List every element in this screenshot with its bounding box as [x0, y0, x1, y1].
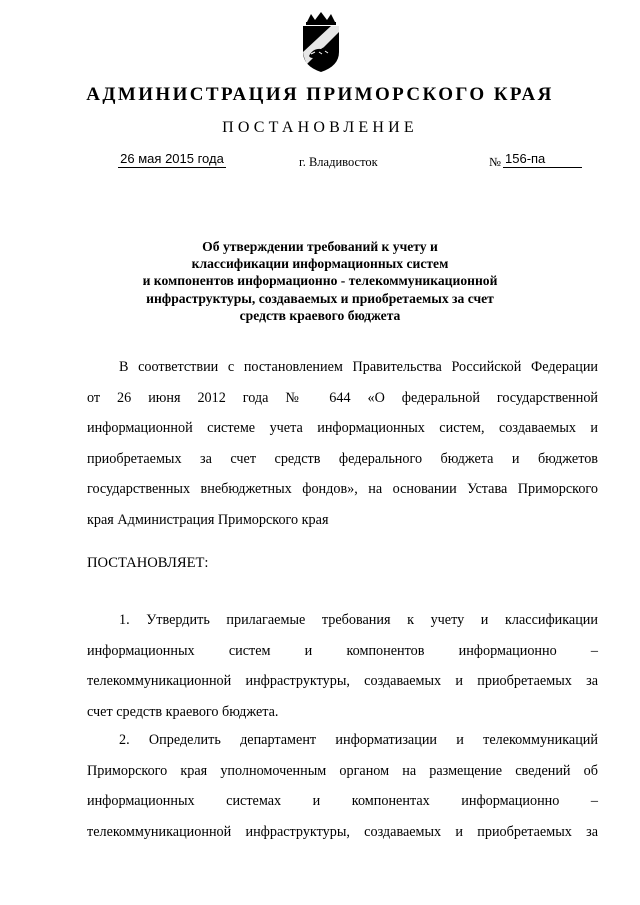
- paragraph-line: государственных внебюджетных фондов», на основании Устава Приморского: [87, 481, 598, 497]
- subject-line: классификации информационных систем: [191, 256, 449, 272]
- document-number: 156-па: [503, 151, 582, 168]
- subject-line: средств краевого бюджета: [239, 307, 401, 323]
- resolve-heading: ПОСТАНОВЛЯЕТ:: [87, 555, 209, 571]
- paragraph-line: телекоммуникационной инфраструктуры, создаваемых и приобретаемых за: [87, 673, 598, 689]
- paragraph-line: счет средств краевого бюджета.: [87, 703, 279, 720]
- paragraph-line: края Администрация Приморского края: [87, 511, 329, 528]
- paragraph-line: 2. Определить департамент информатизации и телекоммуникаций: [119, 732, 598, 748]
- subject-line: инфраструктуры, создаваемых и приобретаемых за счет: [146, 290, 494, 306]
- paragraph-line: В соответствии с постановлением Правительства Российской Федерации: [119, 359, 598, 375]
- paragraph-line: телекоммуникационной инфраструктуры, создаваемых и приобретаемых за: [87, 823, 598, 840]
- subject-line: Об утверждении требований к учету и: [202, 239, 438, 254]
- item-1-paragraph: [87, 605, 598, 727]
- document-city: г. Владивосток: [299, 155, 378, 169]
- document-subject: [100, 238, 540, 324]
- document-date: 26 мая 2015 года: [118, 151, 226, 168]
- subject-line: и компонентов информационно - телекоммуникационной: [142, 273, 498, 289]
- paragraph-line: информационной системе учета информационных систем, создаваемых и: [87, 420, 598, 436]
- primorsky-krai-coat-of-arms-icon: [295, 12, 347, 74]
- paragraph-line: приобретаемых за счет средств федерального бюджета и бюджетов: [87, 450, 598, 467]
- paragraph-line: информационных системах и компонентах информационно –: [87, 793, 598, 809]
- paragraph-line: от 26 июня 2012 года № 644 «О федеральной государственной: [87, 389, 598, 406]
- preamble-paragraph: [87, 352, 598, 535]
- document-type: ПОСТАНОВЛЕНИЕ: [222, 119, 418, 136]
- document-number-label: №: [489, 155, 501, 169]
- item-2-paragraph: [87, 725, 598, 847]
- paragraph-line: 1. Утвердить прилагаемые требования к учету и классификации: [119, 612, 598, 628]
- paragraph-line: Приморского края уполномоченным органом на размещение сведений об: [87, 762, 598, 779]
- organization-title: АДМИНИСТРАЦИЯ ПРИМОРСКОГО КРАЯ: [86, 84, 554, 105]
- paragraph-line: информационных систем и компонентов информационно –: [87, 642, 598, 659]
